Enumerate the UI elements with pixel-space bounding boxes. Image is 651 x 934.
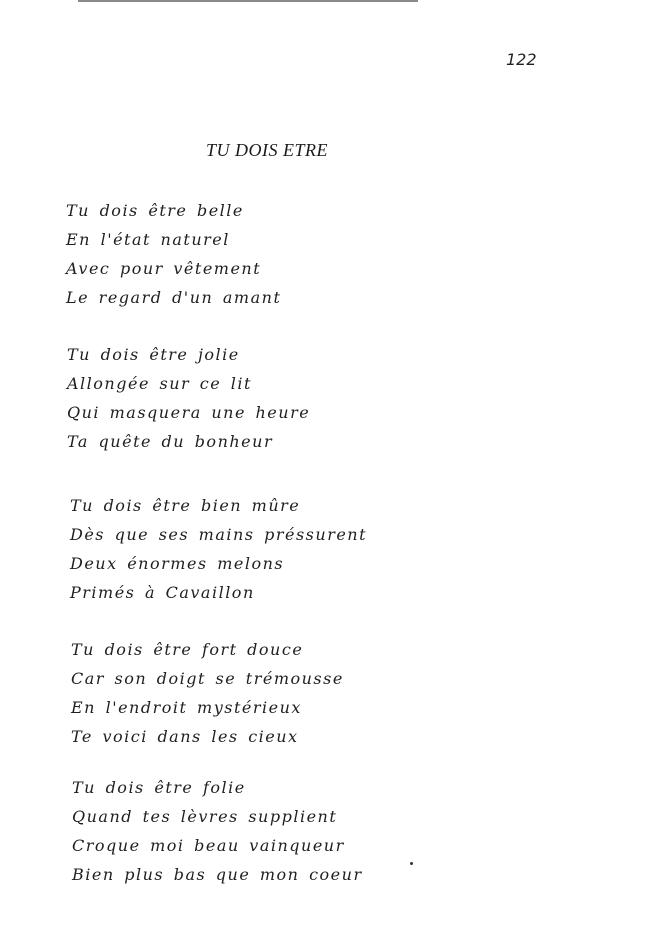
- poem-line: En l'endroit mystérieux: [71, 698, 302, 717]
- poem-line: Ta quête du bonheur: [67, 432, 274, 451]
- poem-line: Allongée sur ce lit: [67, 374, 252, 393]
- stanza-5: [72, 773, 363, 889]
- poem-line: Qui masquera une heure: [67, 403, 311, 422]
- poem-line: Tu dois être belle: [66, 201, 244, 220]
- poem-line: Tu dois être fort douce: [71, 640, 304, 659]
- poem-title: TU DOIS ETRE: [206, 140, 328, 160]
- poem-line: En l'état naturel: [66, 230, 230, 249]
- poem-line: Dès que ses mains préssurent: [70, 525, 368, 544]
- page-number: 122: [506, 50, 537, 69]
- poem-line: Tu dois être folie: [72, 778, 246, 797]
- poem-line: Le regard d'un amant: [66, 288, 282, 307]
- poem-line: Avec pour vêtement: [66, 259, 262, 278]
- poem-line: Tu dois être bien mûre: [70, 496, 301, 515]
- poem-line: Bien plus bas que mon coeur: [72, 865, 363, 884]
- top-rule: [78, 0, 418, 2]
- poem-line: Deux énormes melons: [70, 554, 285, 573]
- poem-line: Te voici dans les cieux: [71, 727, 299, 746]
- stanza-4: [71, 635, 344, 751]
- stanza-1: [66, 196, 281, 312]
- poem-line: Quand tes lèvres supplient: [72, 807, 338, 826]
- poem-line: Croque moi beau vainqueur: [72, 836, 345, 855]
- poem-line: Primés à Cavaillon: [70, 583, 255, 602]
- stanza-2: [67, 340, 310, 456]
- stanza-3: [70, 491, 367, 607]
- poem-line: Tu dois être jolie: [67, 345, 240, 364]
- poem-line: Car son doigt se trémousse: [71, 669, 344, 688]
- ink-speck: [410, 862, 413, 865]
